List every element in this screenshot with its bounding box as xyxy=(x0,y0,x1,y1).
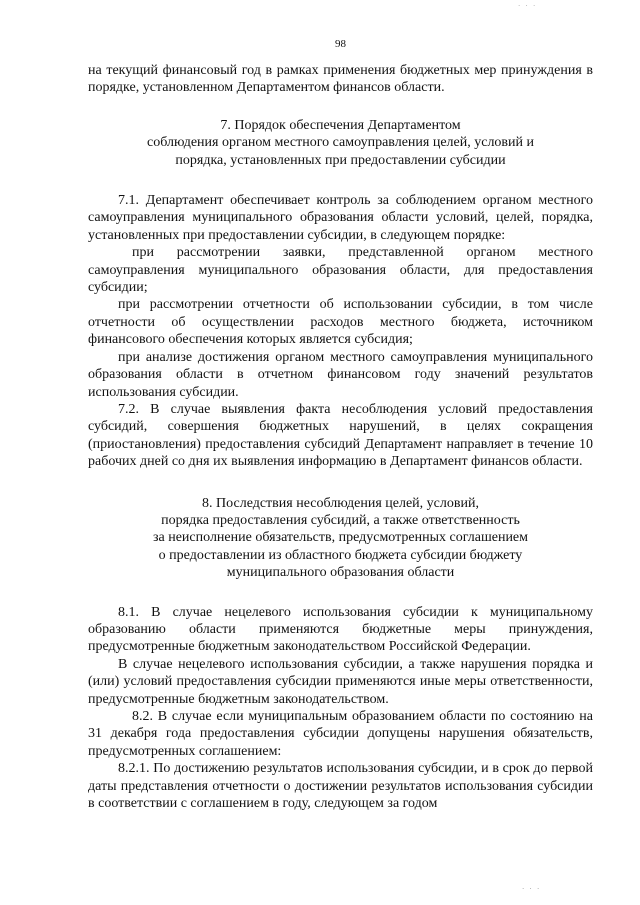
intro-paragraph: на текущий финансовый год в рамках применения бюджетных мер принуждения в порядке, установленном Департаментом финансов области. xyxy=(88,63,593,96)
paragraph-7-1: 7.1. Департамент обеспечивает контроль за соблюдением органом местного самоуправления муниципального образования области условий, целей, порядка, установленных при предоставлении субсидии, в следующем порядке: xyxy=(88,193,593,243)
section-7-heading-line: соблюдения органом местного самоуправления целей, условий и xyxy=(146,135,535,151)
paragraph-8-2: 8.2. В случае если муниципальным образованием области по состоянию на 31 декабря года предоставления субсидии допущены нарушения обязательств, предусмотренных соглашением: xyxy=(88,709,593,759)
paragraph-7-1-item-analysis: при анализе достижения органом местного самоуправления муниципального образования области в отчетном финансовом году значений результатов использования субсидии. xyxy=(88,349,593,400)
page-number: 98 xyxy=(335,38,346,50)
section-8-heading xyxy=(88,495,593,582)
document-body xyxy=(88,62,593,812)
section-7-heading-line: порядка, установленных при предоставлении субсидии xyxy=(175,152,506,168)
section-8-heading-line: порядка предоставления субсидий, а также ответственность xyxy=(161,512,520,528)
section-7-heading xyxy=(88,117,593,169)
paragraph-7-2: 7.2. В случае выявления факта несоблюдения условий предоставления субсидий, совершения бюджетных нарушений, в целях сокращения (приостановления) предоставления субсидий Департамент направляет в течение 10 рабочих дней со дня их выявления информацию в Департамент финансов области. xyxy=(88,401,593,470)
section-7-heading-line: 7. Порядок обеспечения Департаментом xyxy=(220,117,461,133)
scan-artifact-top: . . . xyxy=(518,0,537,8)
paragraph-7-1-item-reporting: при рассмотрении отчетности об использовании субсидии, в том числе отчетности об осуществлении расходов местного бюджета, источником финансового обеспечения которых является субсидия; xyxy=(88,297,593,348)
paragraph-8-1-misuse: В случае нецелевого использования субсидии, а также нарушения порядка и (или) условий предоставления субсидии применяются иные меры ответственности, предусмотренные бюджетным законодательством. xyxy=(88,656,593,707)
paragraph-8-1: 8.1. В случае нецелевого использования субсидии к муниципальному образованию области применяются бюджетные меры принуждения, предусмотренные бюджетным законодательством Российской Федерации. xyxy=(88,604,593,655)
section-8-heading-line: о предоставлении из областного бюджета субсидии бюджету xyxy=(158,547,523,563)
paragraph-8-2-1: 8.2.1. По достижению результатов использования субсидии, и в срок до первой даты представления отчетности о достижении результатов использования субсидии в соответствии с соглашением в году, следующем за годом xyxy=(88,761,593,812)
section-8-heading-line: 8. Последствия несоблюдения целей, условий, xyxy=(202,495,479,511)
section-8-heading-line: за неисполнение обязательств, предусмотренных соглашением xyxy=(152,530,529,546)
scan-artifact-bottom: . . . xyxy=(522,883,541,891)
section-8-heading-line: муниципального образования области xyxy=(226,565,455,581)
paragraph-7-1-item-application: при рассмотрении заявки, представленной органом местного самоуправления муниципального образования области, для предоставления субсидии; xyxy=(88,245,593,296)
document-page xyxy=(88,0,593,905)
